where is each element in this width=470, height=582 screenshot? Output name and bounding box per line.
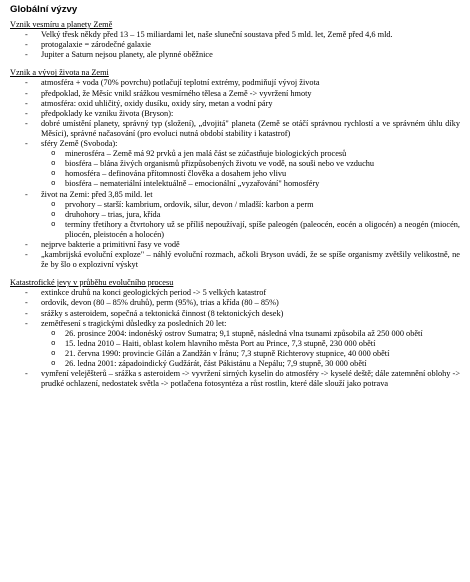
sub-list bbox=[41, 149, 460, 189]
list-item-text: dobré umístění planety, správný typ (složení), „dvojitá" planeta (Země se otáčí správnou rychlostí a ve správném úhlu díky Měsíci), správné načasování (pro evoluci nutná období stability i katastrof) bbox=[41, 118, 460, 138]
list-item-text: Velký třesk někdy před 13 – 15 miliardami let, naše sluneční soustava před 5 mld. let, Země před 4,6 mld. bbox=[41, 30, 393, 40]
list-item-text: zemětřesení s tragickými důsledky za posledních 20 let: bbox=[41, 318, 227, 328]
document-body bbox=[10, 20, 460, 389]
list-item bbox=[10, 50, 460, 60]
bullet-list bbox=[10, 30, 460, 60]
list-item-text: vymření velejěšterů – srážka s asteroidem -> vyvržení sirných kyselin do atmosféry -> kyselé deště; dále zatemnění oblohy -> prudké ochlazení, nedostatek světla -> potlačena fotosyntéza a růst rostlin, které dále slouží jako potrava bbox=[41, 369, 460, 389]
list-item-text: protogalaxie = zárodečné galaxie bbox=[41, 40, 151, 50]
sub-list bbox=[41, 329, 460, 369]
sub-list-item: o biosféra – blána živých organismů přizpůsobených životu ve vodě, na souši nebo ve vzduchu bbox=[41, 159, 460, 169]
list-item bbox=[10, 298, 460, 308]
list-item-text: „kambrijská evoluční exploze" – náhlý evoluční rozmach, ačkoli Bryson uvádí, že se spíše organismy zvětšily velikostně, ne že by šlo o explozivní výskyt bbox=[41, 250, 460, 270]
list-item-text: sféry Země (Svoboda): bbox=[41, 139, 118, 149]
list-item bbox=[10, 99, 460, 109]
list-item bbox=[10, 369, 460, 389]
sub-list-item: o 21. června 1990: provincie Gílán a Zandžán v Íránu; 7,3 stupně Richterovy stupnice, 40 000 obětí bbox=[41, 349, 460, 359]
list-item-text: předpoklady ke vzniku života (Bryson): bbox=[41, 108, 174, 118]
list-item bbox=[10, 288, 460, 298]
list-item bbox=[10, 89, 460, 99]
sub-list-item: o termíny třetihory a čtvrtohory už se příliš nepoužívají, spíše paleogén (paleocén, eocén a oligocén) a neogén (miocén, pliocén, pleistocén a holocén) bbox=[41, 220, 460, 240]
section-spacer bbox=[10, 270, 460, 278]
list-item bbox=[10, 250, 460, 270]
list-item bbox=[10, 109, 460, 119]
list-item bbox=[10, 30, 460, 40]
sub-list-item: o biosféra – nemateriální intelektuálně – emocionální „vyzařování" homosféry bbox=[41, 179, 460, 189]
sub-list-item: o homosféra – definována přítomností člověka a dosahem jeho vlivu bbox=[41, 169, 460, 179]
sub-list-item: o 26. prosince 2004: indonéský ostrov Sumatra; 9,1 stupně, následná vlna tsunami způsobila až 250 000 obětí bbox=[41, 329, 460, 339]
list-item bbox=[10, 40, 460, 50]
list-item bbox=[10, 78, 460, 88]
list-item-text: atmosféra + voda (70% povrchu) potlačují teplotní extrémy, podmiňují vývoj života bbox=[41, 78, 320, 88]
section-heading: Vznik vesmíru a planety Země bbox=[10, 20, 113, 29]
list-item bbox=[10, 319, 460, 369]
sub-list bbox=[41, 200, 460, 240]
sub-list-item: o 26. ledna 2001: západoindický Gudžárát, část Pákistánu a Nepálu; 7,9 stupně, 30 000 obětí bbox=[41, 359, 460, 369]
list-item bbox=[10, 309, 460, 319]
section-heading: Katastrofické jevy v průběhu evolučního procesu bbox=[10, 278, 174, 288]
list-item bbox=[10, 139, 460, 189]
page-title: Globální výzvy bbox=[10, 4, 78, 15]
sub-list-item: o minerosféra – Země má 92 prvků a jen malá část se zúčastňuje biologických procesů bbox=[41, 149, 460, 159]
list-item-text: Jupiter a Saturn nejsou planety, ale plynné oběžnice bbox=[41, 50, 213, 60]
sub-list-item: o 15. ledna 2010 – Haiti, oblast kolem hlavního města Port au Prince, 7,3 stupně, 230 000 obětí bbox=[41, 339, 460, 349]
list-item-text: atmosféra: oxid uhličitý, oxidy dusíku, oxidy síry, metan a vodní páry bbox=[41, 98, 273, 108]
bullet-list bbox=[10, 288, 460, 389]
sub-list-item: o prvohory – starší: kambrium, ordovik, silur, devon / mladší: karbon a perm bbox=[41, 200, 460, 210]
list-item-text: srážky s asteroidem, sopečná a tektonická činnost (8 tektonických desek) bbox=[41, 308, 284, 318]
list-item-text: předpoklad, že Měsíc vnikl srážkou vesmírného tělesa a Země -> vyvržení hmoty bbox=[41, 88, 312, 98]
list-item-text: život na Zemi: před 3,85 mild. let bbox=[41, 189, 153, 199]
list-item-text: extinkce druhů na konci geologických period -> 5 velkých katastrof bbox=[41, 288, 267, 298]
bullet-list bbox=[10, 78, 460, 270]
list-item bbox=[10, 240, 460, 250]
section-heading: Vznik a vývoj života na Zemi bbox=[10, 68, 109, 78]
list-item-text: nejprve bakterie a primitivní řasy ve vodě bbox=[41, 239, 180, 249]
list-item bbox=[10, 190, 460, 240]
list-item-text: ordovik, devon (80 – 85% druhů), perm (95%), trias a křída (80 – 85%) bbox=[41, 298, 279, 308]
sub-list-item: o druhohory – trias, jura, křída bbox=[41, 210, 460, 220]
section-spacer bbox=[10, 60, 460, 68]
list-item bbox=[10, 119, 460, 139]
